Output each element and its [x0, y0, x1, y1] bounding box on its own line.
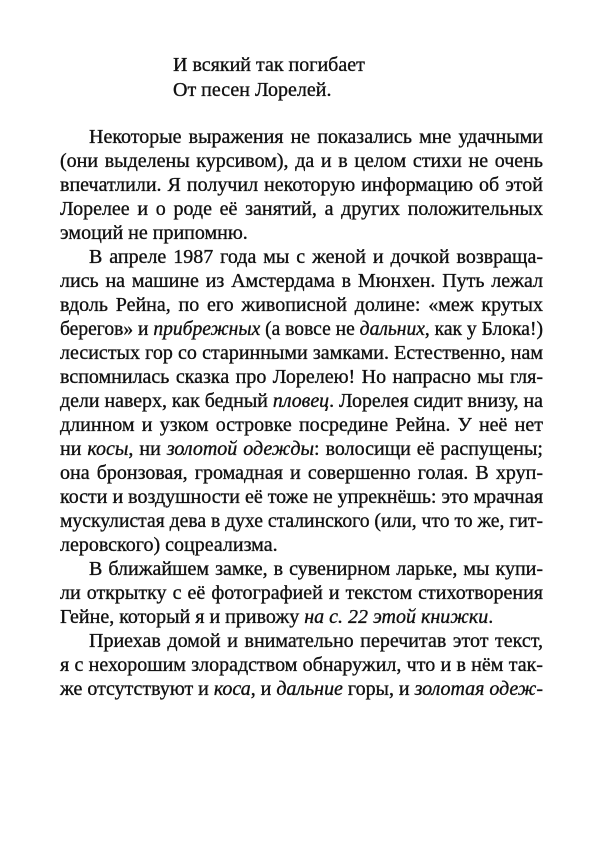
line-text [60, 365, 543, 389]
paragraph-1-line [60, 125, 543, 149]
line-text [60, 389, 543, 413]
text-segment: вспомнилась сказка про Лорелею! Но напрасно мы гля- [60, 366, 543, 388]
paragraph-1-line [60, 197, 543, 221]
paragraph-3-line [60, 557, 543, 581]
text-segment: мускулистая дева в духе сталинского (или, что то же, гит- [60, 510, 543, 532]
text-segment: ни [60, 438, 88, 460]
text-segment: Некоторые выражения не показались мне удачными [89, 126, 543, 148]
line-text [89, 125, 543, 149]
line-text [60, 653, 543, 677]
paragraph-3-line [60, 605, 543, 629]
paragraph-2-line [60, 485, 543, 509]
paragraph-2-line [60, 533, 543, 557]
line-text [60, 341, 543, 365]
text-segment: впечатлили. Я получил некоторую информацию об этой [60, 174, 543, 196]
text-segment: . Лорелея сидит внизу, на [329, 390, 543, 412]
line-text [60, 173, 543, 197]
text-segment: кости и воздушности её тоже не упрекнёшь: это мрачная [60, 486, 544, 508]
paragraph-2-line [60, 437, 543, 461]
paragraph-1-line [60, 173, 543, 197]
text-segment: вдоль Рейна, по его живописной долине: «меж крутых [60, 294, 543, 316]
paragraph-4-line [60, 629, 543, 653]
line-text [60, 221, 248, 245]
paragraph-3-line [60, 581, 543, 605]
line-text [60, 533, 278, 557]
paragraph-4-line [60, 653, 543, 677]
text-segment: : волосищи её распущены; [314, 438, 543, 460]
text-segment: (а вовсе не [260, 318, 360, 340]
text-segment: эмоций не припомню. [60, 222, 248, 244]
line-text [60, 485, 543, 509]
text-segment: (они выделены курсивом), да и в целом стихи не очень [60, 150, 543, 172]
text-segment: я с нехорошим злорадством обнаружил, что и в нём так- [60, 654, 543, 676]
text-segment: длинном и узком островке посредине Рейна. У неё нет [60, 414, 543, 436]
text-segment: горы, и [342, 678, 415, 700]
text-segment: В апреле 1987 года мы с женой и дочкой возвраща- [89, 246, 544, 268]
italic-text: коса [213, 678, 251, 700]
paragraph-2-line [60, 413, 543, 437]
text-segment: лесистых гор со старинными замками. Естественно, нам [60, 342, 543, 364]
line-text [60, 413, 543, 437]
paragraph-2-line [60, 365, 543, 389]
text-segment: лись на машине из Амстердама в Мюнхен. Путь лежал [60, 270, 544, 292]
line-text [60, 605, 493, 629]
text-segment: Приехав домой и внимательно перечитав этот текст, [89, 630, 543, 652]
line-text [89, 557, 543, 581]
line-text [60, 437, 543, 461]
line-text [60, 197, 543, 221]
line-text [60, 317, 543, 341]
line-text [60, 677, 543, 701]
text-segment: , как у Блока!) [424, 318, 543, 340]
italic-text: золотая одеж- [414, 678, 543, 700]
text-segment: ли открытку с её фотографией и текстом стихотворения [60, 582, 543, 604]
line-text [60, 149, 543, 173]
paragraph-2-line [60, 293, 543, 317]
paragraph-1-line [60, 221, 543, 245]
paragraph-2-line [60, 461, 543, 485]
line-text [60, 461, 543, 485]
text-segment: берегов» и [60, 318, 154, 340]
paragraph-1-line [60, 149, 543, 173]
text-segment: леровского) соцреализма. [60, 534, 278, 556]
line-text [60, 581, 543, 605]
paragraph-2-line [60, 317, 543, 341]
italic-text: дальних [359, 318, 425, 340]
italic-text: косы [87, 438, 129, 460]
paragraph-4-line [60, 677, 543, 701]
line-text [60, 269, 543, 293]
line-text [60, 509, 543, 533]
text-segment: она бронзовая, громадная и совершенно голая. В хруп- [60, 462, 543, 484]
text-segment: дели наверх, как бедный [60, 390, 273, 412]
paragraph-2-line [60, 269, 543, 293]
verse-line: От песен Лорелей. [173, 79, 332, 101]
italic-text: пловец [272, 390, 330, 412]
text-segment: , ни [128, 438, 167, 460]
text-segment: . [488, 606, 494, 628]
italic-text: прибрежных [153, 318, 261, 340]
text-segment: В ближайшем замке, в сувенирном ларьке, мы купи- [89, 558, 544, 580]
italic-text: золотой одежды [166, 438, 315, 460]
line-text [60, 293, 543, 317]
paragraph-2-line [60, 341, 543, 365]
paragraph-2-line [60, 509, 543, 533]
line-text [89, 629, 543, 653]
paragraph-2-line [60, 389, 543, 413]
line-text [89, 245, 543, 269]
text-segment: Лорелее и о роде её занятий, а других положительных [60, 198, 543, 220]
italic-text: на с. 22 этой книжки [304, 606, 489, 628]
italic-text: дальние [276, 678, 343, 700]
verse-line: И всякий так погибает [173, 54, 365, 76]
text-segment: Гейне, который я и привожу [60, 606, 305, 628]
text-segment: же отсутствуют и [60, 678, 214, 700]
text-segment: , и [250, 678, 277, 700]
paragraph-2-line [60, 245, 543, 269]
